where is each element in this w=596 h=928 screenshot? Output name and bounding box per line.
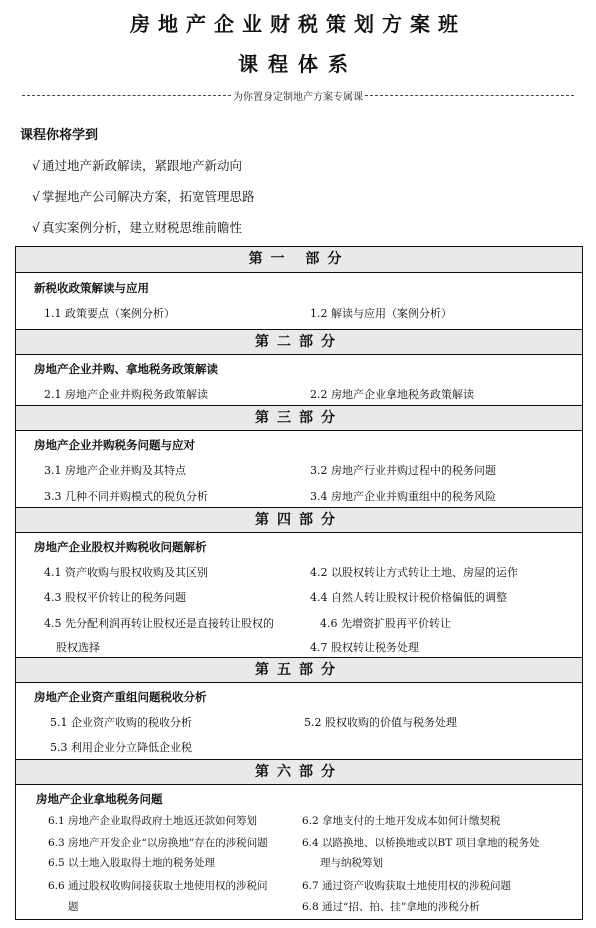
section-header: 第六部分 — [16, 759, 582, 785]
course-item: 1.1 政策要点（案例分析） — [44, 307, 175, 320]
course-item: 6.4 以路换地、以桥换地或以BT 项目拿地的税务处 — [302, 837, 540, 849]
course-item: 3.3 几种不同并购模式的税负分析 — [44, 490, 208, 503]
section-title: 房地产企业并购税务问题与应对 — [34, 438, 195, 452]
learn-item: √ 通过地产新政解读，紧跟地产新动向 — [32, 158, 242, 173]
check-icon: √ — [32, 189, 40, 204]
course-item: 3.2 房地产行业并购过程中的税务问题 — [310, 464, 496, 477]
course-item-continued: 股权选择 — [56, 641, 100, 654]
tagline: 为你置身定制地产方案专属课 — [233, 91, 363, 103]
course-item: 3.1 房地产企业并购及其特点 — [44, 464, 186, 477]
section-header: 第三部分 — [16, 405, 582, 431]
course-item: 4.6 先增资扩股再平价转让 — [320, 617, 451, 630]
course-item: 5.3 利用企业分立降低企业税 — [50, 741, 192, 754]
course-item: 1.2 解读与应用（案例分析） — [310, 307, 452, 320]
learn-heading: 课程你将学到 — [20, 128, 99, 143]
learn-item: √ 真实案例分析，建立财税思维前瞻性 — [32, 220, 242, 235]
course-item: 6.7 通过资产收购获取土地使用权的涉税问题 — [302, 880, 512, 892]
section-header: 第五部分 — [16, 657, 582, 683]
section-header: 第二部分 — [16, 329, 582, 355]
section-header: 第一 部分 — [16, 247, 582, 273]
course-item-continued: 理与纳税筹划 — [320, 857, 383, 869]
course-item: 6.3 房地产开发企业“以房换地”存在的涉税问题 — [48, 837, 268, 849]
section-title: 新税收政策解读与应用 — [34, 281, 149, 295]
tagline-row — [22, 88, 574, 102]
check-icon: √ — [32, 158, 40, 173]
curriculum-table — [15, 246, 583, 920]
course-item: 5.1 企业资产收购的税收分析 — [50, 716, 192, 729]
dashed-rule-left — [22, 95, 231, 96]
course-item-continued: 题 — [68, 901, 79, 913]
course-item: 6.5 以土地入股取得土地的税务处理 — [48, 857, 216, 869]
course-item: 6.8 通过“招、拍、挂”拿地的涉税分析 — [302, 901, 480, 913]
course-item: 6.6 通过股权收购间接获取土地使用权的涉税问 — [48, 880, 268, 892]
course-item: 5.2 股权收购的价值与税务处理 — [304, 716, 457, 729]
section-title: 房地产企业股权并购税收问题解析 — [34, 540, 207, 554]
course-item: 4.7 股权转让税务处理 — [310, 641, 419, 654]
page-subtitle: 课程体系 — [238, 52, 358, 76]
dashed-rule-right — [365, 95, 574, 96]
course-item: 2.2 房地产企业拿地税务政策解读 — [310, 388, 474, 401]
section-title: 房地产企业拿地税务问题 — [36, 792, 163, 806]
section-header: 第四部分 — [16, 507, 582, 533]
course-item: 3.4 房地产企业并购重组中的税务风险 — [310, 490, 496, 503]
course-item: 4.5 先分配利润再转让股权还是直接转让股权的 — [44, 617, 274, 630]
course-item: 4.1 资产收购与股权收购及其区别 — [44, 566, 208, 579]
course-item: 4.4 自然人转让股权计税价格偏低的调整 — [310, 591, 507, 604]
page-title: 房地产企业财税策划方案班 — [130, 12, 466, 36]
course-item: 4.2 以股权转让方式转让土地、房屋的运作 — [310, 566, 518, 579]
learn-item: √ 掌握地产公司解决方案，拓宽管理思路 — [32, 189, 255, 204]
section-title: 房地产企业资产重组问题税收分析 — [34, 690, 207, 704]
course-item: 6.2 拿地支付的土地开发成本如何计缴契税 — [302, 815, 501, 827]
course-item: 2.1 房地产企业并购税务政策解读 — [44, 388, 208, 401]
section-title: 房地产企业并购、拿地税务政策解读 — [34, 362, 218, 376]
course-item: 6.1 房地产企业取得政府土地返还款如何筹划 — [48, 815, 258, 827]
check-icon: √ — [32, 220, 40, 235]
course-item: 4.3 股权平价转让的税务问题 — [44, 591, 186, 604]
